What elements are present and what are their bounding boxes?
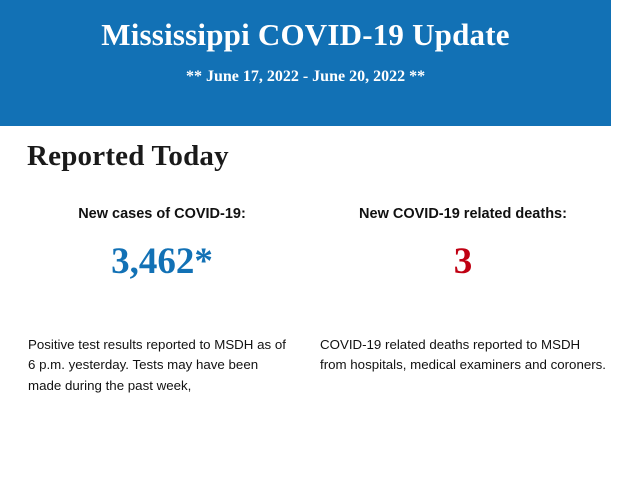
stat-label-new-cases: New cases of COVID-19: <box>78 206 246 222</box>
stat-value-new-cases: 3,462* <box>111 240 213 282</box>
stat-label-new-deaths: New COVID-19 related deaths: <box>359 206 567 222</box>
date-range-subtitle: ** June 17, 2022 - June 20, 2022 ** <box>185 68 426 86</box>
page-title: Mississippi COVID-19 Update <box>101 17 510 52</box>
stat-note-new-cases: Positive test results reported to MSDH as of 6 p.m. yesterday. Tests may have been made during the past week, <box>28 336 286 393</box>
stat-block-new-deaths <box>310 205 620 396</box>
header-banner <box>0 0 611 126</box>
stat-note-new-deaths: COVID-19 related deaths reported to MSDH from hospitals, medical examiners and coroners. <box>320 336 607 373</box>
stats-row <box>0 205 620 396</box>
stat-block-new-cases <box>0 205 310 396</box>
stat-value-new-deaths: 3 <box>453 240 473 282</box>
section-heading-reported-today: Reported Today <box>27 140 229 172</box>
